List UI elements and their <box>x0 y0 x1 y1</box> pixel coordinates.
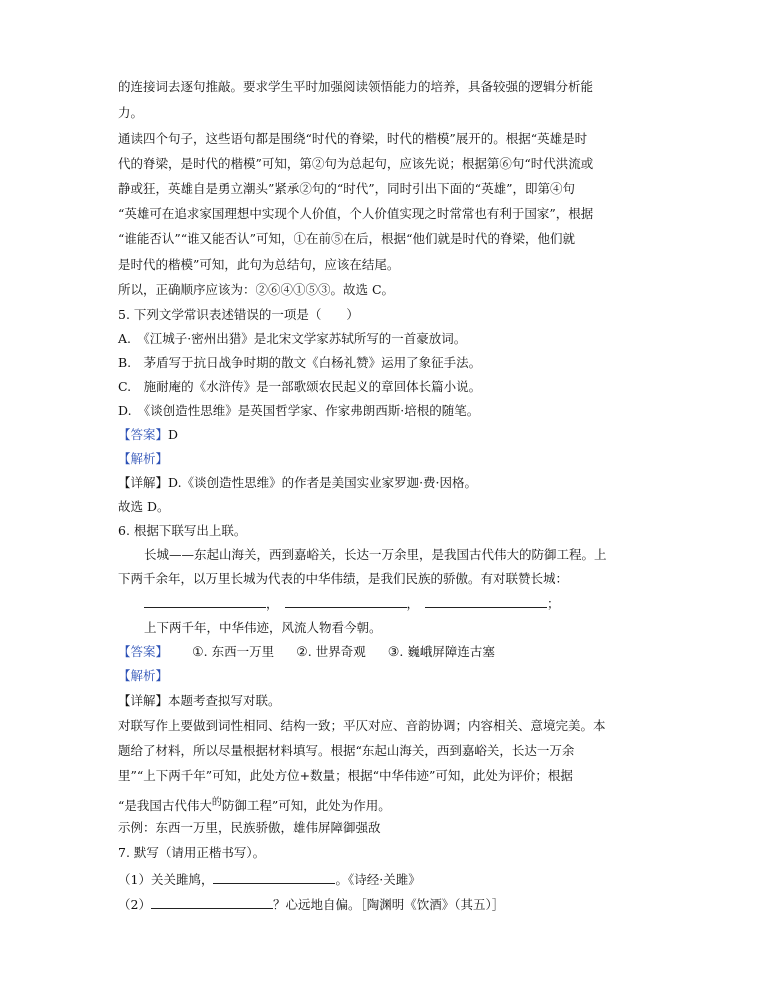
q5-option-c: C. 施耐庵的《水浒传》是一部歌颂农民起义的章回体长篇小说。 <box>118 379 482 394</box>
q6-example: 示例：东西一万里，民族骄傲，雄伟屏障御强敌 <box>118 820 381 835</box>
q6-blank-row <box>144 594 560 613</box>
expl-4-sup: 的 <box>211 797 222 808</box>
q6-lower-couplet: 上下两千年，中华伟迹，风流人物看今朝。 <box>144 620 382 635</box>
q5-conclusion: 故选 D。 <box>118 499 170 514</box>
answer-1-num: ① <box>192 645 204 660</box>
intro-line-2: 力。 <box>118 105 144 120</box>
intro-line-9: 所以，正确顺序应该为：②⑥④①⑤③。故选 C。 <box>118 282 395 297</box>
answer-3-text: . 巍峨屏障连古塞 <box>399 644 495 659</box>
q7-blank-2[interactable] <box>151 895 273 909</box>
answer-2-text: . 世界奇观 <box>307 644 366 659</box>
q7-blank-1[interactable] <box>213 870 335 884</box>
q7-item-1 <box>118 870 421 889</box>
detail-tag: 【详解】 <box>118 475 169 490</box>
intro-line-6: “英雄可在追求家国理想中实现个人价值，个人价值实现之时常常也有利于国家”，根据 <box>118 206 594 221</box>
blank-3[interactable] <box>425 594 547 608</box>
q7-item-2-suffix: ？心远地自偏。［陶渊明《饮酒》（其五）］ <box>272 897 505 912</box>
answer-tag: 【答案】 <box>118 427 169 442</box>
blank-2[interactable] <box>285 594 407 608</box>
q5-option-a: A. 《江城子·密州出猎》是北宋文学家苏轼所写的一首豪放词。 <box>118 331 467 346</box>
q5-answer-value: D <box>168 427 179 442</box>
q6-stem: 6. 根据下联写出上联。 <box>118 523 247 538</box>
q6-expl-3: 里”“上下两千年”可知，此处方位+数量；根据“中华伟迹”可知，此处为评价；根据 <box>118 768 573 783</box>
q5-answer <box>118 426 178 444</box>
blank-1[interactable] <box>144 594 266 608</box>
intro-line-1: 的连接词去逐句推敲。要求学生平时加强阅读领悟能力的培养，具备较强的逻辑分析能 <box>118 79 594 94</box>
sep-1: ， <box>266 596 279 611</box>
q7-item-2-prefix: （2） <box>118 897 151 912</box>
detail-tag: 【详解】 <box>118 693 169 708</box>
q5-analysis-tag: 【解析】 <box>118 451 169 466</box>
q6-detail <box>118 692 281 710</box>
q5-option-b: B. 茅盾写于抗日战争时期的散文《白杨礼赞》运用了象征手法。 <box>118 355 482 370</box>
sep-2: ， <box>406 596 420 611</box>
q6-expl-1: 对联写作上要做到词性相同、结构一致；平仄对应、音韵协调；内容相关、意境完美。本 <box>118 718 606 733</box>
intro-line-4: 代的脊梁，是时代的楷模”可知，第②句为总起句，应该先说；根据第⑥句“时代洪流或 <box>118 156 594 171</box>
q7-item-1-prefix: （1）关关雎鸠， <box>118 872 214 887</box>
q5-stem: 5. 下列文学常识表述错误的一项是（ ） <box>118 307 359 322</box>
intro-line-3: 通读四个句子，这些语句都是围绕“时代的脊梁，时代的楷模”展开的。根据“英雄是时 <box>118 131 588 146</box>
expl-4-part-b: 防御工程”可知，此处为作用。 <box>221 798 391 813</box>
sep-3: ； <box>547 596 560 611</box>
q5-detail-text: D.《谈创造性思维》的作者是美国实业家罗迦·费·因格。 <box>168 475 478 490</box>
q6-answer <box>118 643 495 662</box>
answer-1-text: . 东西一万里 <box>203 644 275 659</box>
answer-tag: 【答案】 <box>118 644 169 659</box>
q5-detail <box>118 474 477 492</box>
answer-3-num: ③ <box>387 645 400 660</box>
intro-line-5: 静或狂，英雄自是勇立潮头”紧承②句的“时代”，同时引出下面的“英雄”，即第④句 <box>118 181 575 196</box>
expl-4-part-a: “是我国古代伟大 <box>118 798 212 813</box>
q7-item-2 <box>118 895 504 914</box>
q7-item-1-suffix: 。《诗经·关雎》 <box>335 872 421 887</box>
intro-line-7: “谁能否认”“谁又能否认”可知，①在前⑤在后，根据“他们就是时代的脊梁，他们就 <box>118 231 575 246</box>
q7-stem: 7. 默写（请用正楷书写）。 <box>118 845 266 860</box>
q6-material-2: 下两千余年，以万里长城为代表的中华伟绩，是我们民族的骄傲。有对联赞长城： <box>118 571 569 586</box>
q6-material-1: 长城——东起山海关，西到嘉峪关，长达一万余里，是我国古代伟大的防御工程。上 <box>144 547 607 562</box>
answer-2-num: ② <box>296 645 308 660</box>
q6-expl-2: 题给了材料，所以尽量根据材料填写。根据“东起山海关，西到嘉峪关，长达一万余 <box>118 743 575 758</box>
intro-line-8: 是时代的楷模”可知，此句为总结句，应该在结尾。 <box>118 257 400 272</box>
q5-option-d: D. 《谈创造性思维》是英国哲学家、作家弗朗西斯·培根的随笔。 <box>118 403 480 418</box>
q6-expl-4 <box>118 794 391 815</box>
q6-detail-text: 本题考查拟写对联。 <box>168 693 281 708</box>
q6-analysis-tag: 【解析】 <box>118 668 169 683</box>
